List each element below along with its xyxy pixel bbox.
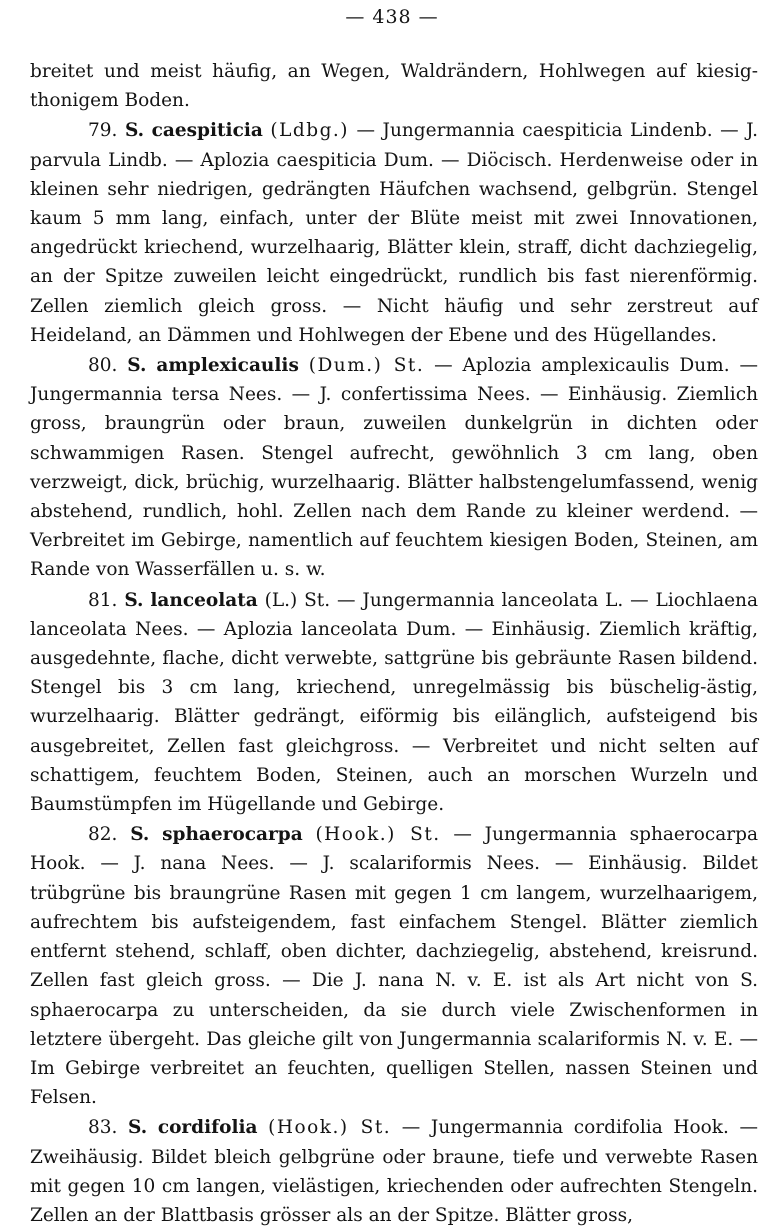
entry-genus: S.	[127, 355, 147, 377]
entry-species: cordifolia	[157, 1117, 258, 1139]
entry-author: (Hook.) St.	[268, 1117, 392, 1139]
species-entry-83	[30, 1113, 758, 1230]
entry-species: sphaerocarpa	[162, 824, 303, 846]
entry-number: 83.	[88, 1117, 118, 1139]
species-entry-81	[30, 586, 758, 820]
entry-number: 82.	[88, 824, 118, 846]
page-number: — 438 —	[345, 6, 439, 28]
body-text	[30, 57, 758, 1230]
entry-genus: S.	[130, 824, 150, 846]
species-entry-79	[30, 116, 758, 350]
species-entry-82	[30, 820, 758, 1112]
intro-paragraph: breitet und meist häufig, an Wegen, Waldrändern, Hohlwegen auf kiesig-thonigem Boden.	[30, 61, 758, 112]
entry-genus: S.	[124, 120, 145, 142]
entry-author: (Ldbg.)	[270, 120, 350, 142]
entry-text: — Jungermannia cordifolia Hook. — Zweihäusig. Bildet bleich gelbgrüne oder braune, tiefe und verwebte Rasen mit gegen 10 cm langen, vielästigen, kriechenden oder aufrechten Stengeln. Zellen an der Blattbasis grösser als an der Spitze. Blätter gross,	[30, 1117, 758, 1226]
entry-text: — Aplozia amplexicaulis Dum. — Jungermannia tersa Nees. — J. confertissima Nees. — Einhäusig. Ziemlich gross, braungrün oder braun, zuweilen dunkelgrün in dichten oder schwammigen Rasen. Stengel aufrecht, gewöhnlich 3 cm lang, oben verzweigt, dick, brüchig, wurzelhaarig. Blätter halbstengelumfassend, wenig abstehend, rundlich, hohl. Zellen nach dem Rande zu kleiner werdend. — Verbreitet im Gebirge, namentlich auf feuchtem kiesigen Boden, Steinen, am Rande von Wasserfällen u. s. w.	[30, 355, 758, 581]
entry-species: caespiticia	[151, 120, 263, 142]
entry-number: 80.	[88, 355, 118, 377]
entry-text: — Jungermannia lanceolata L. — Liochlaena lanceolata Nees. — Aplozia lanceolata Dum. — Einhäusig. Ziemlich kräftig, ausgedehnte, flache, dicht verwebte, sattgrüne bis gebräunte Rasen bildend. Stengel bis 3 cm lang, kriechend, unregelmässig bis büschelig-ästig, wurzelhaarig. Blätter gedrängt, eiförmig bis eilänglich, aufsteigend bis ausgebreitet, Zellen fast gleichgross. — Verbreitet und nicht selten auf schattigem, feuchtem Boden, Steinen, auch an morschen Wurzeln und Baumstümpfen im Hügellande und Gebirge.	[30, 589, 758, 816]
entry-author: (Hook.) St.	[315, 824, 441, 846]
entry-text: — Jungermannia caespiticia Lindenb. — J. parvula Lindb. — Aplozia caespiticia Dum. — Diöcisch. Herdenweise oder in kleinen sehr niedrigen, gedrängten Häufchen wachsend, gelbgrün. Stengel kaum 5 mm lang, einfach, unter der Blüte meist mit zwei Innovationen, angedrückt kriechend, wurzelhaarig, Blätter klein, straff, dicht dachziegelig, an der Spitze zuweilen leicht eingedrückt, rundlich bis fast nierenförmig. Zellen ziemlich gleich gross. — Nicht häufig und sehr zerstreut auf Heideland, an Dämmen und Hohlwegen der Ebene und des Hügellandes.	[30, 120, 758, 346]
species-entry-80	[30, 351, 758, 585]
entry-number: 81.	[88, 589, 118, 611]
entry-species: amplexicaulis	[156, 355, 299, 377]
entry-genus: S.	[128, 1117, 148, 1139]
entry-text: — Jungermannia sphaerocarpa Hook. — J. nana Nees. — J. scalariformis Nees. — Einhäusig. Bildet trübgrüne bis braungrüne Rasen mit gegen 1 cm langem, wurzelhaarigem, aufrechtem bis aufsteigendem, fast einfachem Stengel. Blätter ziemlich entfernt stehend, schlaff, oben dichter, dachziegelig, abstehend, kreisrund. Zellen fast gleich gross. — Die J. nana N. v. E. ist als Art nicht von S. sphaerocarpa zu unterscheiden, da sie durch viele Zwischenformen in letztere übergeht. Das gleiche gilt von Jungermannia scalariformis N. v. E. — Im Gebirge verbreitet an feuchten, quelligen Stellen, nassen Steinen und Felsen.	[30, 824, 758, 1109]
entry-author: (L.) St.	[264, 589, 331, 611]
entry-genus: S.	[124, 589, 144, 611]
entry-number: 79.	[88, 120, 118, 142]
entry-species: lanceolata	[150, 589, 258, 611]
entry-author: (Dum.) St.	[308, 355, 425, 377]
